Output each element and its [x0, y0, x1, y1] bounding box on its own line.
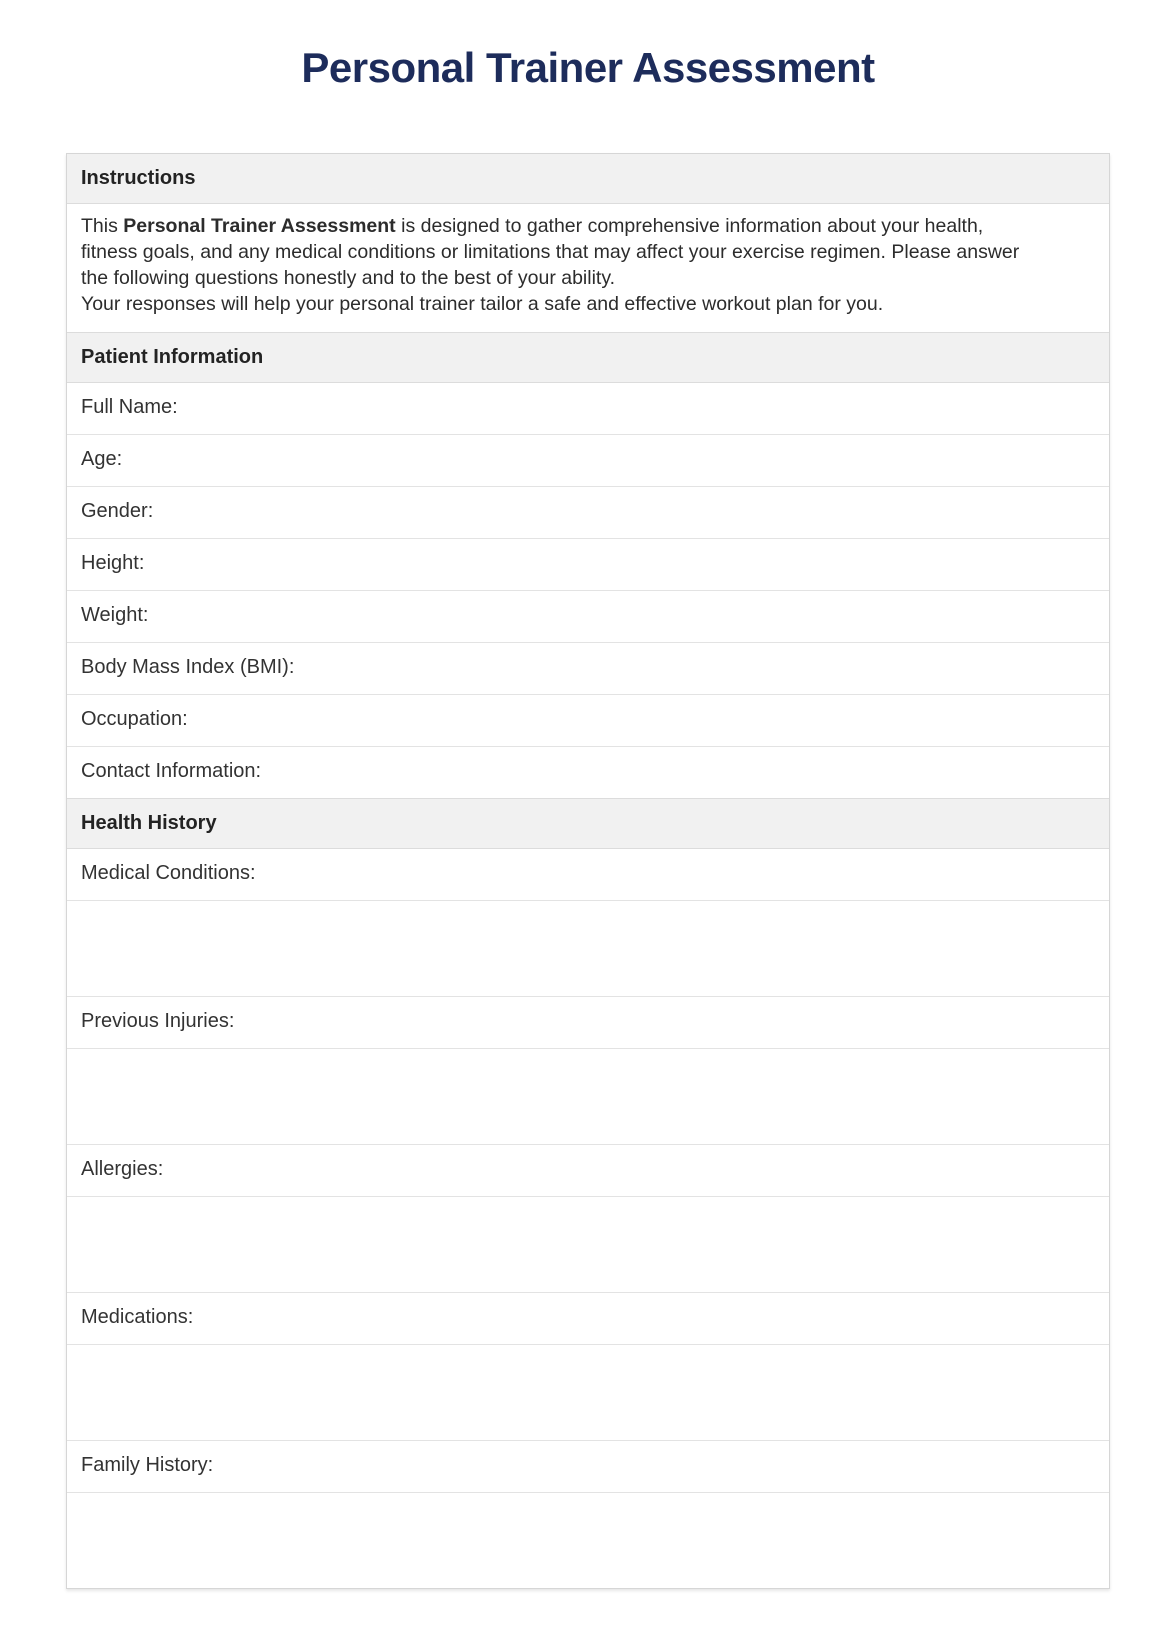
instructions-paragraph-2: Your responses will help your personal trainer tailor a safe and effective workout plan for you.	[81, 293, 884, 315]
age-label: Age:	[81, 448, 123, 470]
full-name-label: Full Name:	[81, 396, 178, 418]
field-row-family-history	[67, 1440, 1109, 1492]
full-name-input-area[interactable]	[186, 396, 1095, 419]
field-row-gender	[67, 486, 1109, 538]
previous-injuries-label: Previous Injuries:	[81, 1010, 235, 1032]
field-row-previous-injuries	[67, 996, 1109, 1048]
height-label: Height:	[81, 552, 145, 574]
gender-label: Gender:	[81, 500, 154, 522]
bmi-label: Body Mass Index (BMI):	[81, 656, 295, 678]
family-history-answer-area[interactable]	[67, 1492, 1109, 1588]
previous-injuries-answer-area[interactable]	[67, 1048, 1109, 1144]
field-row-age	[67, 434, 1109, 486]
contact-information-label: Contact Information:	[81, 760, 262, 782]
field-row-medical-conditions	[67, 848, 1109, 900]
instructions-text	[67, 203, 1109, 332]
field-row-bmi	[67, 642, 1109, 694]
section-header-health-history: Health History	[67, 798, 1109, 848]
instructions-text-rest: is designed to gather comprehensive information about your health, fitness goals, and any medical conditions or limitations that may affect your exercise regimen. Please answer the following questions honestly and to the best of your ability.	[81, 215, 1020, 289]
field-row-allergies	[67, 1144, 1109, 1196]
field-row-height	[67, 538, 1109, 590]
allergies-answer-area[interactable]	[67, 1196, 1109, 1292]
height-input-area[interactable]	[152, 552, 1095, 575]
bmi-input-area[interactable]	[302, 656, 1095, 679]
medical-conditions-answer-area[interactable]	[67, 900, 1109, 996]
weight-label: Weight:	[81, 604, 149, 626]
field-row-weight	[67, 590, 1109, 642]
gender-input-area[interactable]	[161, 500, 1095, 523]
weight-input-area[interactable]	[156, 604, 1095, 627]
family-history-label: Family History:	[81, 1454, 214, 1476]
instructions-paragraph	[81, 213, 1029, 291]
allergies-label: Allergies:	[81, 1158, 164, 1180]
occupation-input-area[interactable]	[196, 708, 1095, 731]
medical-conditions-label: Medical Conditions:	[81, 862, 256, 884]
instructions-text-prefix: This	[81, 215, 124, 237]
assessment-form-table	[66, 153, 1110, 1589]
field-row-medications	[67, 1292, 1109, 1344]
instructions-text-bold: Personal Trainer Assessment	[123, 215, 396, 237]
field-row-full-name	[67, 382, 1109, 434]
medications-answer-area[interactable]	[67, 1344, 1109, 1440]
page-title: Personal Trainer Assessment	[301, 44, 875, 91]
age-input-area[interactable]	[130, 448, 1095, 471]
section-header-instructions: Instructions	[67, 154, 1109, 203]
occupation-label: Occupation:	[81, 708, 188, 730]
contact-information-input-area[interactable]	[269, 760, 1095, 783]
field-row-occupation	[67, 694, 1109, 746]
medications-label: Medications:	[81, 1306, 194, 1328]
field-row-contact-information	[67, 746, 1109, 798]
section-header-patient-information: Patient Information	[67, 332, 1109, 382]
